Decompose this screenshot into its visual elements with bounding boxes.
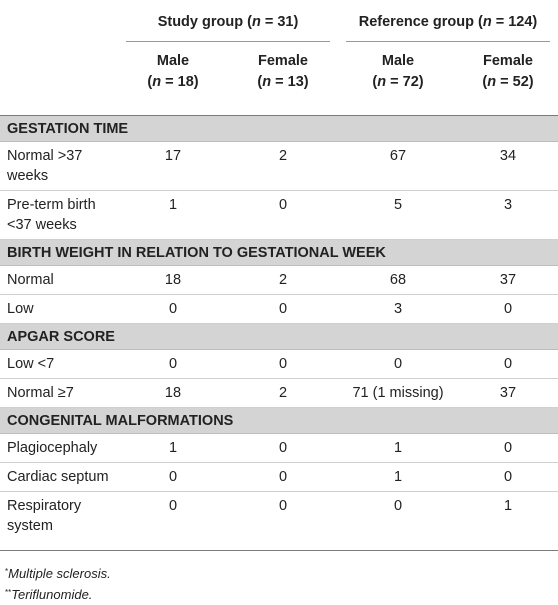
row-value: 2 [228, 142, 338, 191]
row-value: 68 [338, 266, 458, 295]
table-row [0, 434, 558, 463]
section-title: CONGENITAL MALFORMATIONS [0, 408, 558, 434]
row-label: Pre-term birth <37 weeks [0, 191, 118, 240]
column-header-sex: Male [381, 53, 415, 69]
row-value: 0 [458, 434, 558, 463]
study-group-header: Study group (n = 31) [118, 0, 338, 51]
row-value: 0 [458, 350, 558, 379]
reference-group-header: Reference group (n = 124) [338, 0, 558, 51]
column-header-n: (n = 52) [482, 74, 534, 90]
table-row [0, 463, 558, 492]
row-value: 17 [118, 142, 228, 191]
row-value: 1 [118, 191, 228, 240]
row-value: 3 [338, 295, 458, 324]
column-header-n: (n = 13) [257, 74, 309, 90]
table-row [0, 350, 558, 379]
row-value: 0 [118, 463, 228, 492]
column-header-reference-female [458, 51, 558, 116]
section-title: GESTATION TIME [0, 116, 558, 142]
column-header-study-female [228, 51, 338, 116]
table-row [0, 492, 558, 551]
section-title: BIRTH WEIGHT IN RELATION TO GESTATIONAL WEEK [0, 240, 558, 266]
table-row [0, 295, 558, 324]
row-value: 2 [228, 379, 338, 408]
row-label: Normal >37 weeks [0, 142, 118, 191]
row-value: 2 [228, 266, 338, 295]
row-value: 1 [338, 434, 458, 463]
column-header-sex: Male [156, 53, 190, 69]
row-label: Plagiocephaly [0, 434, 118, 463]
row-value: 37 [458, 266, 558, 295]
row-value: 1 [338, 463, 458, 492]
row-value: 1 [118, 434, 228, 463]
section-header-row [0, 408, 558, 434]
row-label: Respiratory system [0, 492, 118, 551]
column-header-sex: Female [483, 53, 533, 69]
section-header-row [0, 240, 558, 266]
row-value: 0 [118, 295, 228, 324]
row-label: Low <7 [0, 350, 118, 379]
row-label: Normal [0, 266, 118, 295]
column-header-n: (n = 18) [147, 74, 199, 90]
section-header-row [0, 116, 558, 142]
sex-header-row [0, 51, 558, 116]
footnote: **Teriflunomide. [5, 587, 93, 602]
column-header-n: (n = 72) [372, 74, 424, 90]
group-header-row [0, 0, 558, 51]
empty-label-header [0, 51, 118, 116]
section-title: APGAR SCORE [0, 324, 558, 350]
row-value: 0 [228, 492, 338, 551]
column-header-sex: Female [258, 53, 308, 69]
row-value: 0 [118, 492, 228, 551]
table-row [0, 266, 558, 295]
row-value: 0 [338, 492, 458, 551]
row-value: 34 [458, 142, 558, 191]
row-value: 0 [228, 434, 338, 463]
row-label: Normal ≥7 [0, 379, 118, 408]
row-value: 0 [458, 463, 558, 492]
table-row [0, 142, 558, 191]
row-value: 37 [458, 379, 558, 408]
row-value: 5 [338, 191, 458, 240]
row-value: 3 [458, 191, 558, 240]
row-value: 0 [228, 191, 338, 240]
table-row [0, 191, 558, 240]
row-value: 0 [228, 350, 338, 379]
row-value: 0 [458, 295, 558, 324]
row-value: 67 [338, 142, 458, 191]
table-row [0, 379, 558, 408]
empty-corner-cell [0, 0, 118, 51]
footnote: *Multiple sclerosis. [5, 566, 111, 581]
column-header-reference-male [338, 51, 458, 116]
section-header-row [0, 324, 558, 350]
row-value: 18 [118, 379, 228, 408]
row-value: 0 [228, 295, 338, 324]
row-label: Cardiac septum [0, 463, 118, 492]
row-value: 0 [118, 350, 228, 379]
row-value: 1 [458, 492, 558, 551]
row-label: Low [0, 295, 118, 324]
row-value: 71 (1 missing) [338, 379, 458, 408]
column-header-study-male [118, 51, 228, 116]
row-value: 0 [338, 350, 458, 379]
row-value: 18 [118, 266, 228, 295]
row-value: 0 [228, 463, 338, 492]
